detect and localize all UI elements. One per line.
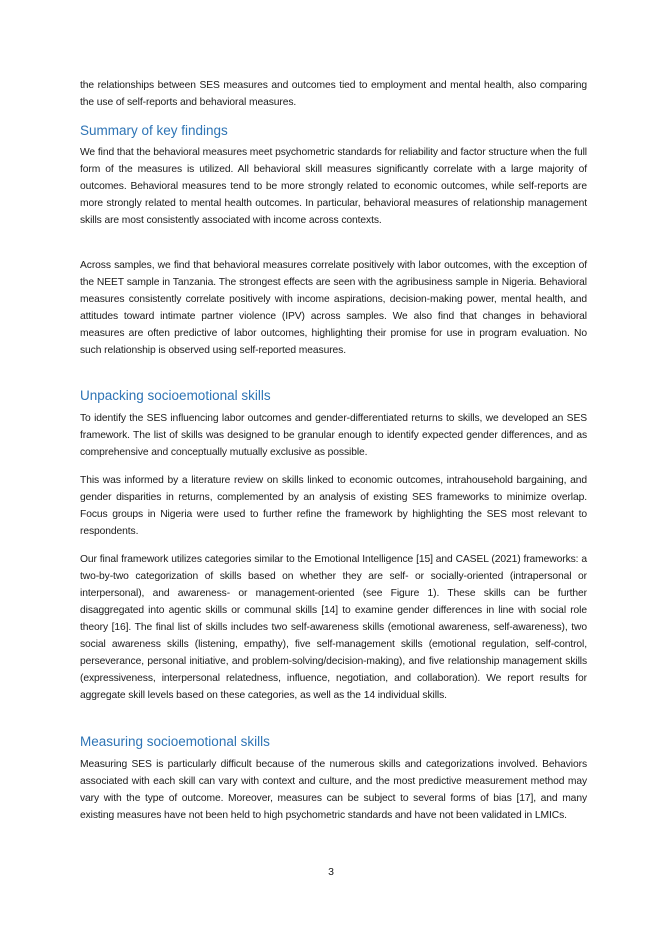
intro-paragraph: the relationships between SES measures and outcomes tied to employment and mental health, also comparing the use of self-reports and behavioral measures.: [80, 80, 587, 108]
paragraph: This was informed by a literature review on skills linked to economic outcomes, intrahousehold bargaining, and gender disparities in returns, complemented by an analysis of existing SES frameworks to minimize overlap. Focus groups in Nigeria were used to further refine the framework by highlighting the SES most relevant to respondents.: [80, 475, 587, 537]
paragraph: We find that the behavioral measures meet psychometric standards for reliability and factor structure when the full form of the measures is utilized. All behavioral skill measures significantly correlate with a large majority of outcomes. Behavioral measures tend to be more strongly related to economic outcomes, while self-reports are more strongly related to mental health outcomes. In particular, behavioral measures of relationship management skills are most consistently associated with income across contexts.: [80, 147, 587, 226]
paragraph: Our final framework utilizes categories similar to the Emotional Intelligence [15] and CASEL (2021) frameworks: a two-by-two categorization of skills based on whether they are self- or socially-oriented (intrapersonal or interpersonal), and awareness- or management-oriented (see Figure 1). These skills can be further disaggregated into agentic skills or communal skills [14] to examine gender differences in line with social role theory [16]. The final list of skills includes two self-awareness skills (emotional awareness, self-awareness), two social awareness skills (listening, empathy), five self-management skills (emotional regulation, self-control, perseverance, personal initiative, and problem-solving/decision-making), and five relationship management skills (expressiveness, interpersonal relatedness, influence, negotiation, and collaboration). We report results for aggregate skill levels based on these categories, as well as the 14 individual skills.: [80, 554, 587, 701]
paragraph: Across samples, we find that behavioral measures correlate positively with labor outcomes, with the exception of the NEET sample in Tanzania. The strongest effects are seen with the agribusiness sample in Nigeria. Behavioral measures consistently correlate positively with income aspirations, decision-making power, mental health, and attitudes toward intimate partner violence (IPV) across samples. We also find that changes in behavioral measures are often predictive of labor outcomes, highlighting their promise for use in program evaluation. No such relationship is observed using self-reported measures.: [80, 260, 587, 356]
page-number: 3: [328, 866, 334, 878]
heading-unpacking-socioemotional-skills: Unpacking socioemotional skills: [80, 388, 271, 403]
heading-measuring-socioemotional-skills: Measuring socioemotional skills: [80, 734, 270, 749]
paragraph: To identify the SES influencing labor outcomes and gender-differentiated returns to skills, we developed an SES framework. The list of skills was designed to be granular enough to identify expected gender differences, and as comprehensive and conceptually mutually exclusive as possible.: [80, 413, 587, 458]
paragraph: Measuring SES is particularly difficult because of the numerous skills and categorizations involved. Behaviors associated with each skill can vary with context and culture, and the most predictive measurement method may vary with the type of outcome. Moreover, measures can be subject to several forms of bias [17], and many existing measures have not been held to high psychometric standards and have not been validated in LMICs.: [80, 759, 587, 821]
heading-summary-of-key-findings: Summary of key findings: [80, 123, 228, 138]
